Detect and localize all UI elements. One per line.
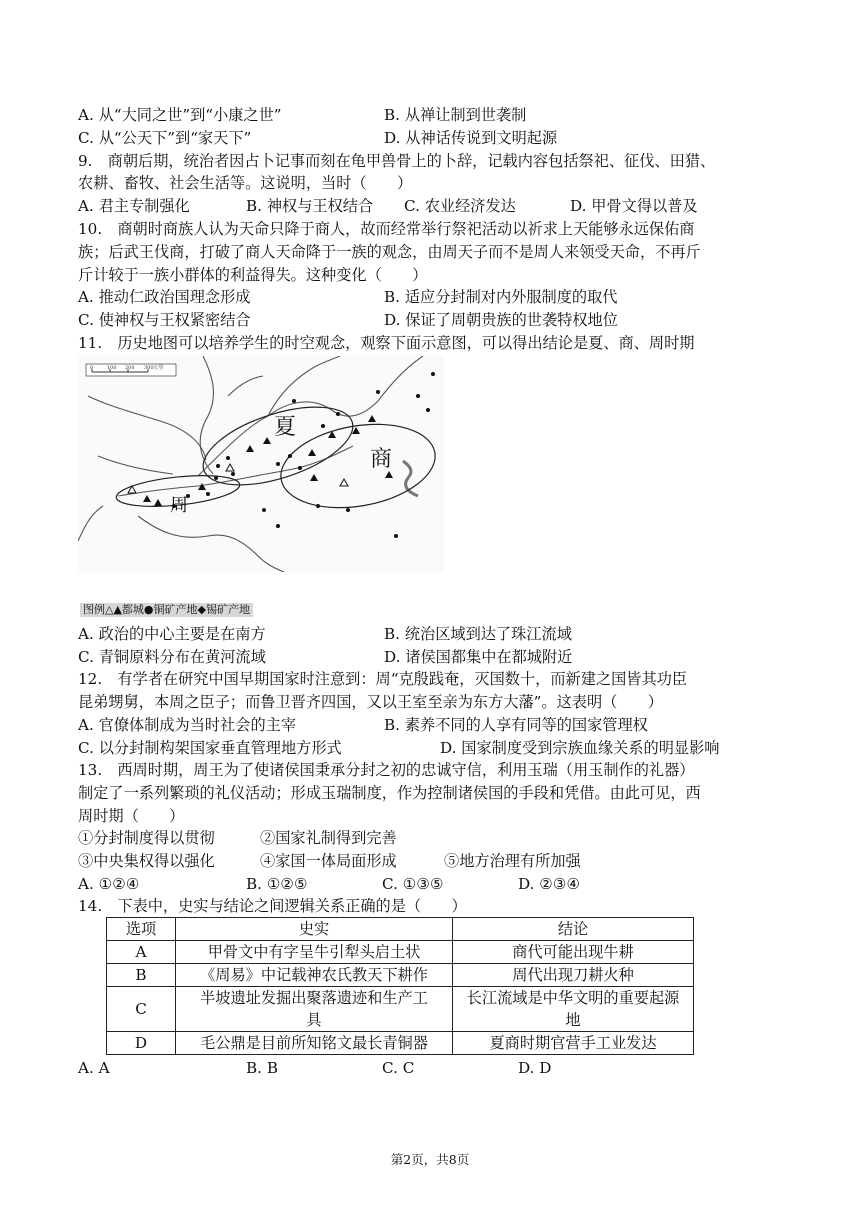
map-label-xia: 夏 <box>274 415 297 440</box>
row-conclusion: 夏商时期官营手工业发达 <box>453 1032 694 1055</box>
q13-statement-3: ③中央集权得以强化 <box>78 852 215 870</box>
q12-option-d: D. 国家制度受到宗族血缘关系的明显影响 <box>440 739 720 757</box>
q10-option-d: D. 保证了周朝贵族的世袭特权地位 <box>384 311 618 329</box>
q8-option-c: C. 从“公天下”到“家天下” <box>78 129 252 147</box>
row-conclusion <box>453 987 694 1032</box>
row-fact-line1: 半坡遗址发掘出聚落遗迹和生产工 <box>200 989 428 1007</box>
q8-option-a: A. 从“大同之世”到“小康之世” <box>78 106 282 124</box>
q11-option-b: B. 统治区域到达了珠江流域 <box>384 625 572 643</box>
table-row <box>107 987 694 1032</box>
row-conclusion-line2: 地 <box>565 1011 581 1029</box>
q10-stem-line2: 族；后武王伐商，打破了商人天命降于一族的观念，由周天子而不是周人来领受天命，不再斤 <box>78 243 701 261</box>
row-fact-line2: 具 <box>306 1011 322 1029</box>
q14-option-b: B. B <box>246 1059 278 1077</box>
q9-option-c: C. 农业经济发达 <box>404 197 516 215</box>
q13-statement-5: ⑤地方治理有所加强 <box>444 852 581 870</box>
row-conclusion: 商代可能出现牛耕 <box>453 941 694 964</box>
q8-option-d: D. 从神话传说到文明起源 <box>384 129 558 147</box>
row-conclusion: 周代出现刀耕火种 <box>453 964 694 987</box>
header-conclusion: 结论 <box>453 918 694 941</box>
row-option: D <box>107 1032 176 1055</box>
page-footer: 第2页，共8页 <box>390 1152 470 1167</box>
q11-option-c: C. 青铜原料分布在黄河流域 <box>78 648 266 666</box>
q11-option-d: D. 诸侯国都集中在都城附近 <box>384 648 573 666</box>
xia-shang-zhou-map <box>78 356 444 572</box>
q13-statement-2: ②国家礼制得到完善 <box>260 829 397 847</box>
q10-option-b: B. 适应分封制对内外服制度的取代 <box>384 288 618 306</box>
q10-stem-line3: 斤计较于一族小群体的利益得失。这种变化（ ） <box>78 266 428 284</box>
q13-option-d: D. ②③④ <box>518 875 581 893</box>
q13-statement-1: ①分封制度得以贯彻 <box>78 829 215 847</box>
row-fact: 《周易》中记载神农氏教天下耕作 <box>176 964 453 987</box>
q14-stem-line1: 14. 下表中，史实与结论之间逻辑关系正确的是（ ） <box>78 897 467 915</box>
q13-stem-line1: 13. 西周时期，周王为了使诸侯国秉承分封之初的忠诚守信，利用玉瑞（用玉制作的礼器） <box>78 761 695 779</box>
q13-stem-line3: 周时期（ ） <box>78 807 185 825</box>
q12-option-c: C. 以分封制构架国家垂直管理地方形式 <box>78 739 342 757</box>
row-fact: 毛公鼎是目前所知铭文最长青铜器 <box>176 1032 453 1055</box>
q14-option-c: C. C <box>382 1059 415 1077</box>
scale-tick-300: 300公里 <box>144 365 164 371</box>
q9-stem-line2: 农耕、畜牧、社会生活等。这说明，当时（ ） <box>78 174 413 192</box>
q10-option-c: C. 使神权与王权紧密结合 <box>78 311 251 329</box>
row-option: B <box>107 964 176 987</box>
scale-tick-0: 0 <box>90 365 94 371</box>
map-label-zhou: 周 <box>170 495 188 516</box>
q13-stem-line2: 制定了一系列繁琐的礼仪活动；形成玉瑞制度，作为控制诸侯国的手段和凭借。由此可见，西 <box>78 784 701 802</box>
q9-option-b: B. 神权与王权结合 <box>246 197 374 215</box>
q9-option-d: D. 甲骨文得以普及 <box>570 197 698 215</box>
q13-option-b: B. ①②⑤ <box>246 875 308 893</box>
q10-stem-line1: 10. 商朝时商族人认为天命只降于商人，故而经常举行祭祀活动以祈求上天能够永远保佑商 <box>78 220 695 238</box>
map-legend: 图例△▲都城●铜矿产地◆锡矿产地 <box>80 603 253 617</box>
row-fact <box>176 987 453 1032</box>
q13-option-a: A. ①②④ <box>78 875 140 893</box>
table-row <box>107 1032 694 1055</box>
q13-option-c: C. ①③⑤ <box>382 875 444 893</box>
q13-statement-4: ④家国一体局面形成 <box>260 852 397 870</box>
scale-tick-200: 200 <box>125 365 135 371</box>
map-label-shang: 商 <box>370 447 393 472</box>
row-fact: 甲骨文中有字呈牛引犁头启土状 <box>176 941 453 964</box>
q14-table <box>106 917 694 1055</box>
q12-stem-line2: 昆弟甥舅，本周之臣子；而鲁卫晋齐四国，又以王室至亲为东方大藩”。这表明（ ） <box>78 693 663 711</box>
q12-option-a: A. 官僚体制成为当时社会的主宰 <box>78 716 297 734</box>
q11-stem-line1: 11. 历史地图可以培养学生的时空观念，观察下面示意图，可以得出结论是夏、商、周时期 <box>78 334 695 352</box>
table-row <box>107 941 694 964</box>
header-fact: 史实 <box>176 918 453 941</box>
q9-option-a: A. 君主专制强化 <box>78 197 190 215</box>
q14-option-d: D. D <box>518 1059 552 1077</box>
q12-stem-line1: 12. 有学者在研究中国早期国家时注意到：周“克殷践奄，灭国数十，而新建之国皆其功臣 <box>78 670 688 688</box>
header-option: 选项 <box>107 918 176 941</box>
scale-tick-100: 100 <box>107 365 117 371</box>
row-option: C <box>107 987 176 1032</box>
q12-option-b: B. 素养不同的人享有同等的国家管理权 <box>384 716 648 734</box>
table-header-row <box>107 918 694 941</box>
q10-option-a: A. 推动仁政治国理念形成 <box>78 288 251 306</box>
row-option: A <box>107 941 176 964</box>
q11-option-a: A. 政治的中心主要是在南方 <box>78 625 266 643</box>
table-row <box>107 964 694 987</box>
q14-option-a: A. A <box>78 1059 110 1077</box>
map-scale-bar <box>86 364 176 376</box>
q8-option-b: B. 从禅让制到世袭制 <box>384 106 527 124</box>
q9-stem-line1: 9. 商朝后期，统治者因占卜记事而刻在龟甲兽骨上的卜辞，记载内容包括祭祀、征伐、田猎、 <box>78 152 716 170</box>
row-conclusion-line1: 长江流域是中华文明的重要起源 <box>466 989 680 1007</box>
